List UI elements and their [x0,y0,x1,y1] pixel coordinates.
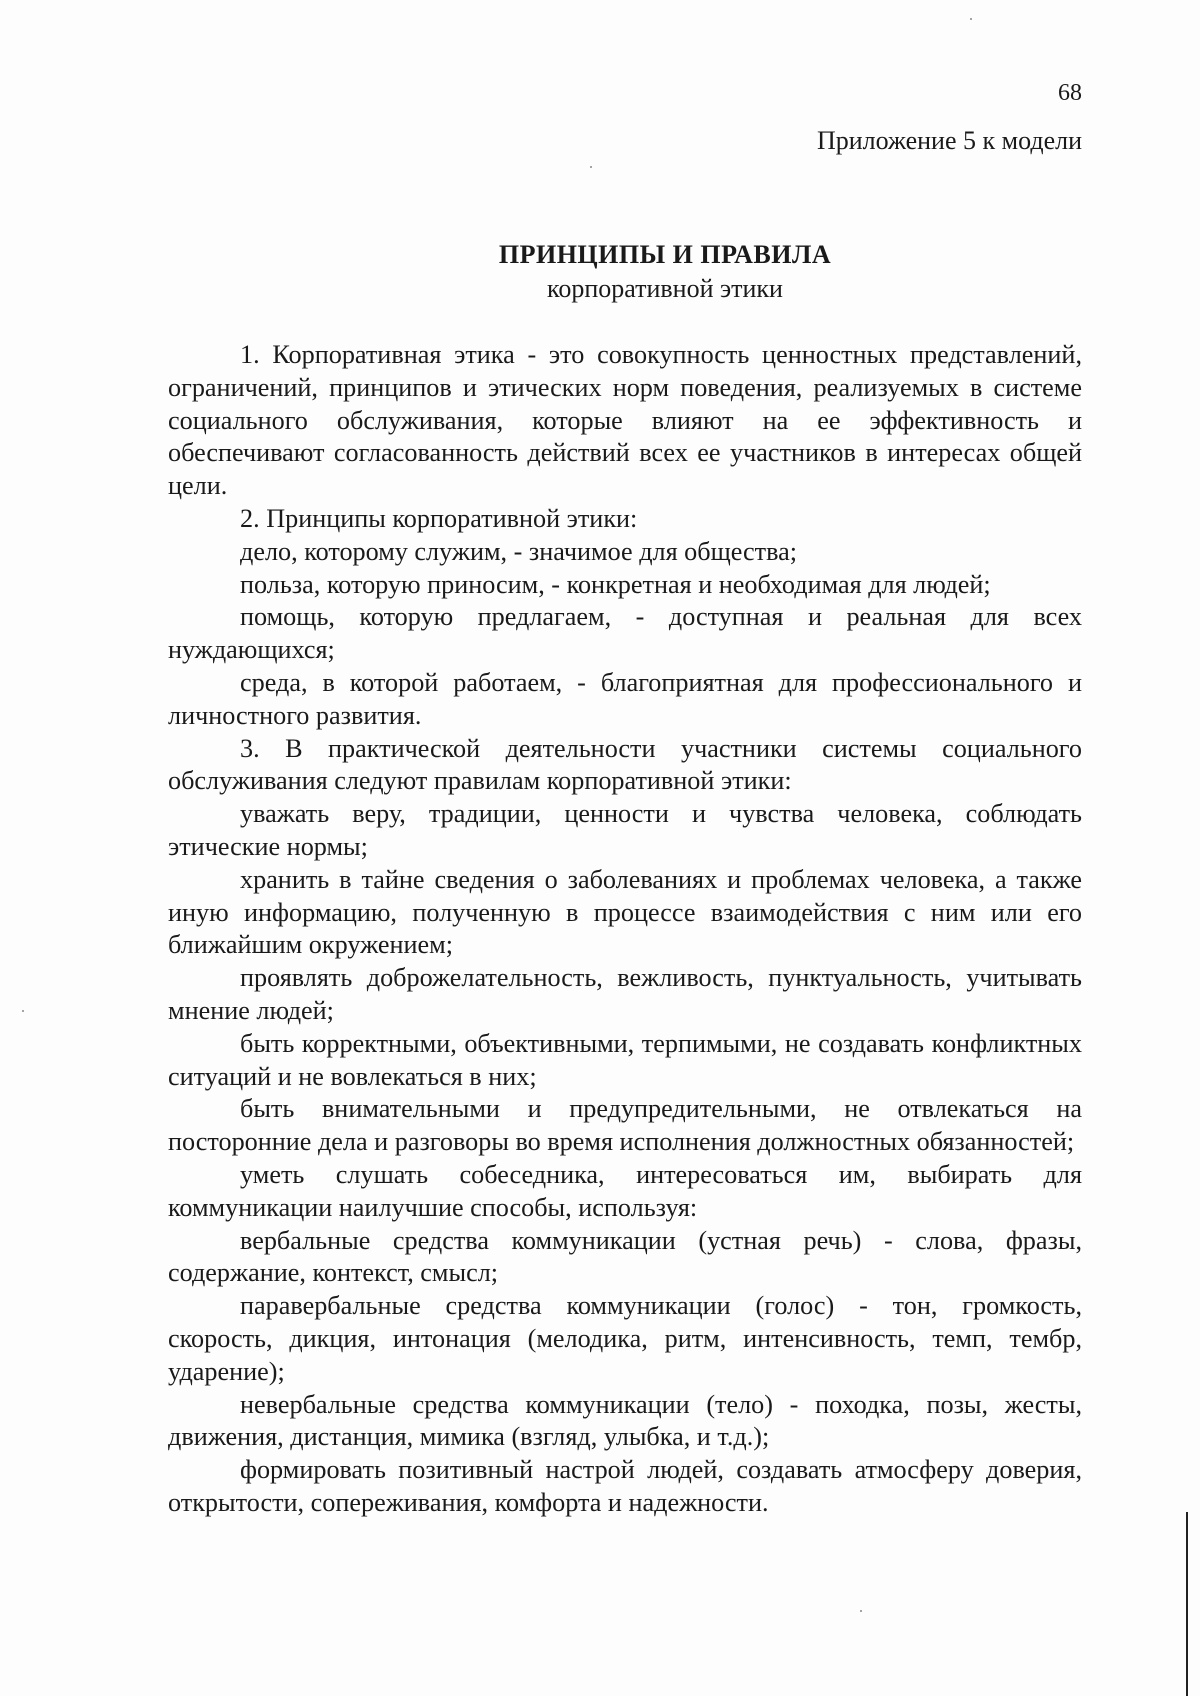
document-body [168,339,1082,1520]
scan-speck [22,1010,24,1012]
paragraph-5: помощь, которую предлагаем, - доступная и реальная для всех нуждающихся; [168,602,1082,665]
scan-speck [860,1610,862,1612]
paragraph-12: быть внимательными и предупредительными, не отвлекаться на посторонние дела и разговоры во время исполнения должностных обязанностей; [168,1094,1082,1157]
paragraph-8: уважать веру, традиции, ценности и чувства человека, соблюдать этические нормы; [168,799,1082,861]
title-block [0,238,1200,306]
paragraph-10: проявлять доброжелательность, вежливость, пунктуальность, учитывать мнение людей; [168,963,1082,1025]
paragraph-13: уметь слушать собеседника, интересоваться им, выбирать для коммуникации наилучшие способы, используя: [168,1159,1082,1222]
paragraph-16: невербальные средства коммуникации (тело) - походка, позы, жесты, движения, дистанция, мимика (взгляд, улыбка, и т.д.); [168,1389,1082,1452]
scan-speck [970,18,972,20]
paragraph-17: формировать позитивный настрой людей, создавать атмосферу доверия, открытости, сопереживания, комфорта и надежности. [168,1455,1082,1517]
document-title: ПРИНЦИПЫ И ПРАВИЛА [498,240,832,269]
paragraph-6: среда, в которой работаем, - благоприятная для профессионального и личностного развития. [168,667,1082,730]
paragraph-1: 1. Корпоративная этика - это совокупность ценностных представлений, ограничений, принципов и этических норм поведения, реализуемых в системе социального обслуживания, которые влияют на ее эффективность и обеспечивают согласованность действий всех ее участников в интересах общей цели. [168,340,1082,501]
appendix-reference: Приложение 5 к модели [816,126,1082,155]
paragraph-4: польза, которую приносим, - конкретная и необходимая для людей; [240,569,991,599]
paragraph-2: 2. Принципы корпоративной этики: [240,503,638,533]
page-number: 68 [1058,80,1082,106]
paragraph-7: 3. В практической деятельности участники системы социального обслуживания следуют правилам корпоративной этики: [168,733,1082,796]
paragraph-15: паравербальные средства коммуникации (голос) - тон, громкость, скорость, дикция, интонация (мелодика, ритм, интенсивность, темп, тембр, ударение); [168,1291,1082,1386]
paragraph-9: хранить в тайне сведения о заболеваниях и проблемах человека, а также иную информацию, полученную в процессе взаимодействия с ним или его ближайшим окружением; [168,864,1082,960]
scan-speck [590,166,592,168]
paragraph-14: вербальные средства коммуникации (устная речь) - слова, фразы, содержание, контекст, смысл; [168,1225,1082,1288]
paragraph-11: быть корректными, объективными, терпимыми, не создавать конфликтных ситуаций и не вовлекаться в них; [168,1028,1082,1091]
paragraph-3: дело, которому служим, - значимое для общества; [240,536,798,566]
scan-edge-line [1186,1512,1188,1696]
document-subtitle: корпоративной этики [547,274,783,303]
